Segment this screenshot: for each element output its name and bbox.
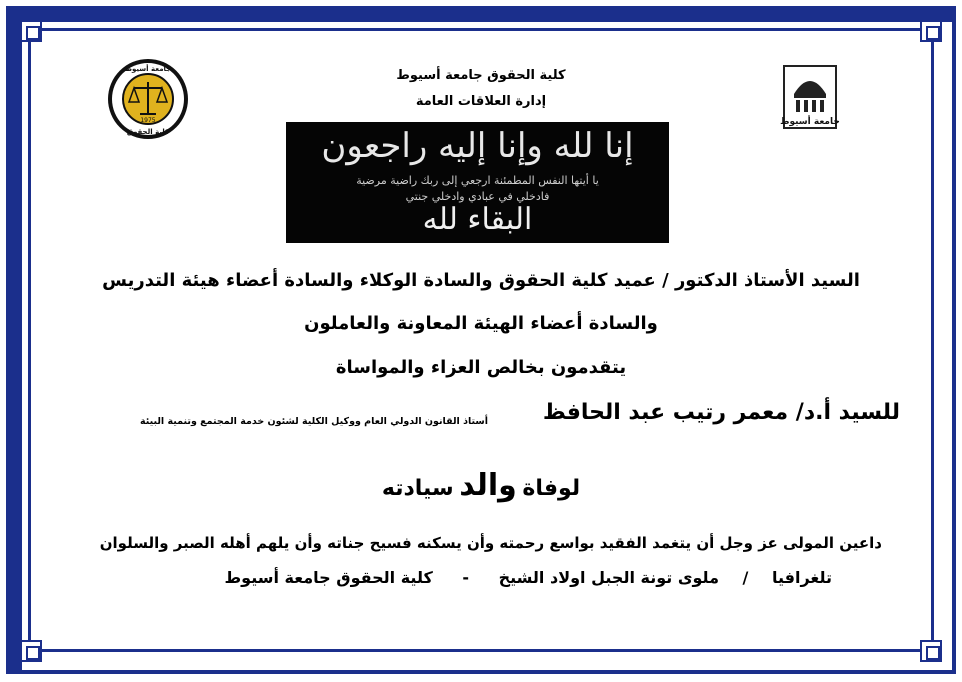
banner-verse-line1: يا أيتها النفس المطمئنة ارجعي إلى ربك راضية مرضية [356, 174, 599, 187]
condolence-banner [286, 122, 669, 243]
footer-separator-2: - [462, 568, 469, 587]
corner-ornament [20, 640, 42, 662]
corner-ornament [920, 640, 942, 662]
death-announcement [0, 468, 962, 503]
body-line-1: السيد الأستاذ الدكتور / عميد كلية الحقوق والسادة الوكلاء والسادة أعضاء هيئة التدريس [102, 270, 860, 291]
faculty-heading: كلية الحقوق جامعة أسيوط [396, 68, 566, 83]
seal-bottom-text: كلية الحقوق [126, 128, 170, 136]
banner-verse-line2: فادخلي في عبادي وادخلي جنتي [405, 190, 550, 203]
body-line-2: والسادة أعضاء الهيئة المعاونة والعاملون [304, 313, 658, 334]
recipient-name: للسيد أ.د/ معمر رتيب عبد الحافظ [542, 400, 900, 425]
banner-calligraphy: إنا لله وإنا إليه راجعون [321, 126, 634, 166]
department-heading: إدارة العلاقات العامة [415, 94, 547, 109]
corner-ornament [20, 20, 42, 42]
recipient-title: أستاذ القانون الدولي العام ووكيل الكلية لشئون خدمة المجتمع وتنمية البيئة [139, 416, 488, 427]
footer-telegraph: تلغرافيا [771, 568, 832, 587]
body-line-3: يتقدمون بخالص العزاء والمواساة [335, 357, 627, 378]
university-logo-text: جامعة أسيوط [780, 117, 840, 127]
death-part3: سيادته [381, 476, 454, 501]
footer-line [225, 568, 832, 587]
footer-separator-1: / [742, 568, 749, 587]
death-part2: والد [459, 468, 517, 503]
footer-faculty: كلية الحقوق جامعة أسيوط [224, 568, 433, 587]
corner-ornament [920, 20, 942, 42]
prayer-line: داعين المولى عز وجل أن يتغمد الفقيد بواسع رحمته وأن يسكنه فسيح جناته وأن يلهم أهله الصبر والسلوان [99, 534, 882, 552]
seal-year: 1975 [140, 117, 156, 124]
death-part1: لوفاة [522, 476, 581, 501]
seal-top-text: جامعة أسيوط [124, 65, 172, 73]
banner-albaqaa: البقاء لله [422, 202, 533, 237]
footer-address: ملوى تونة الجبل اولاد الشيخ [498, 568, 719, 587]
